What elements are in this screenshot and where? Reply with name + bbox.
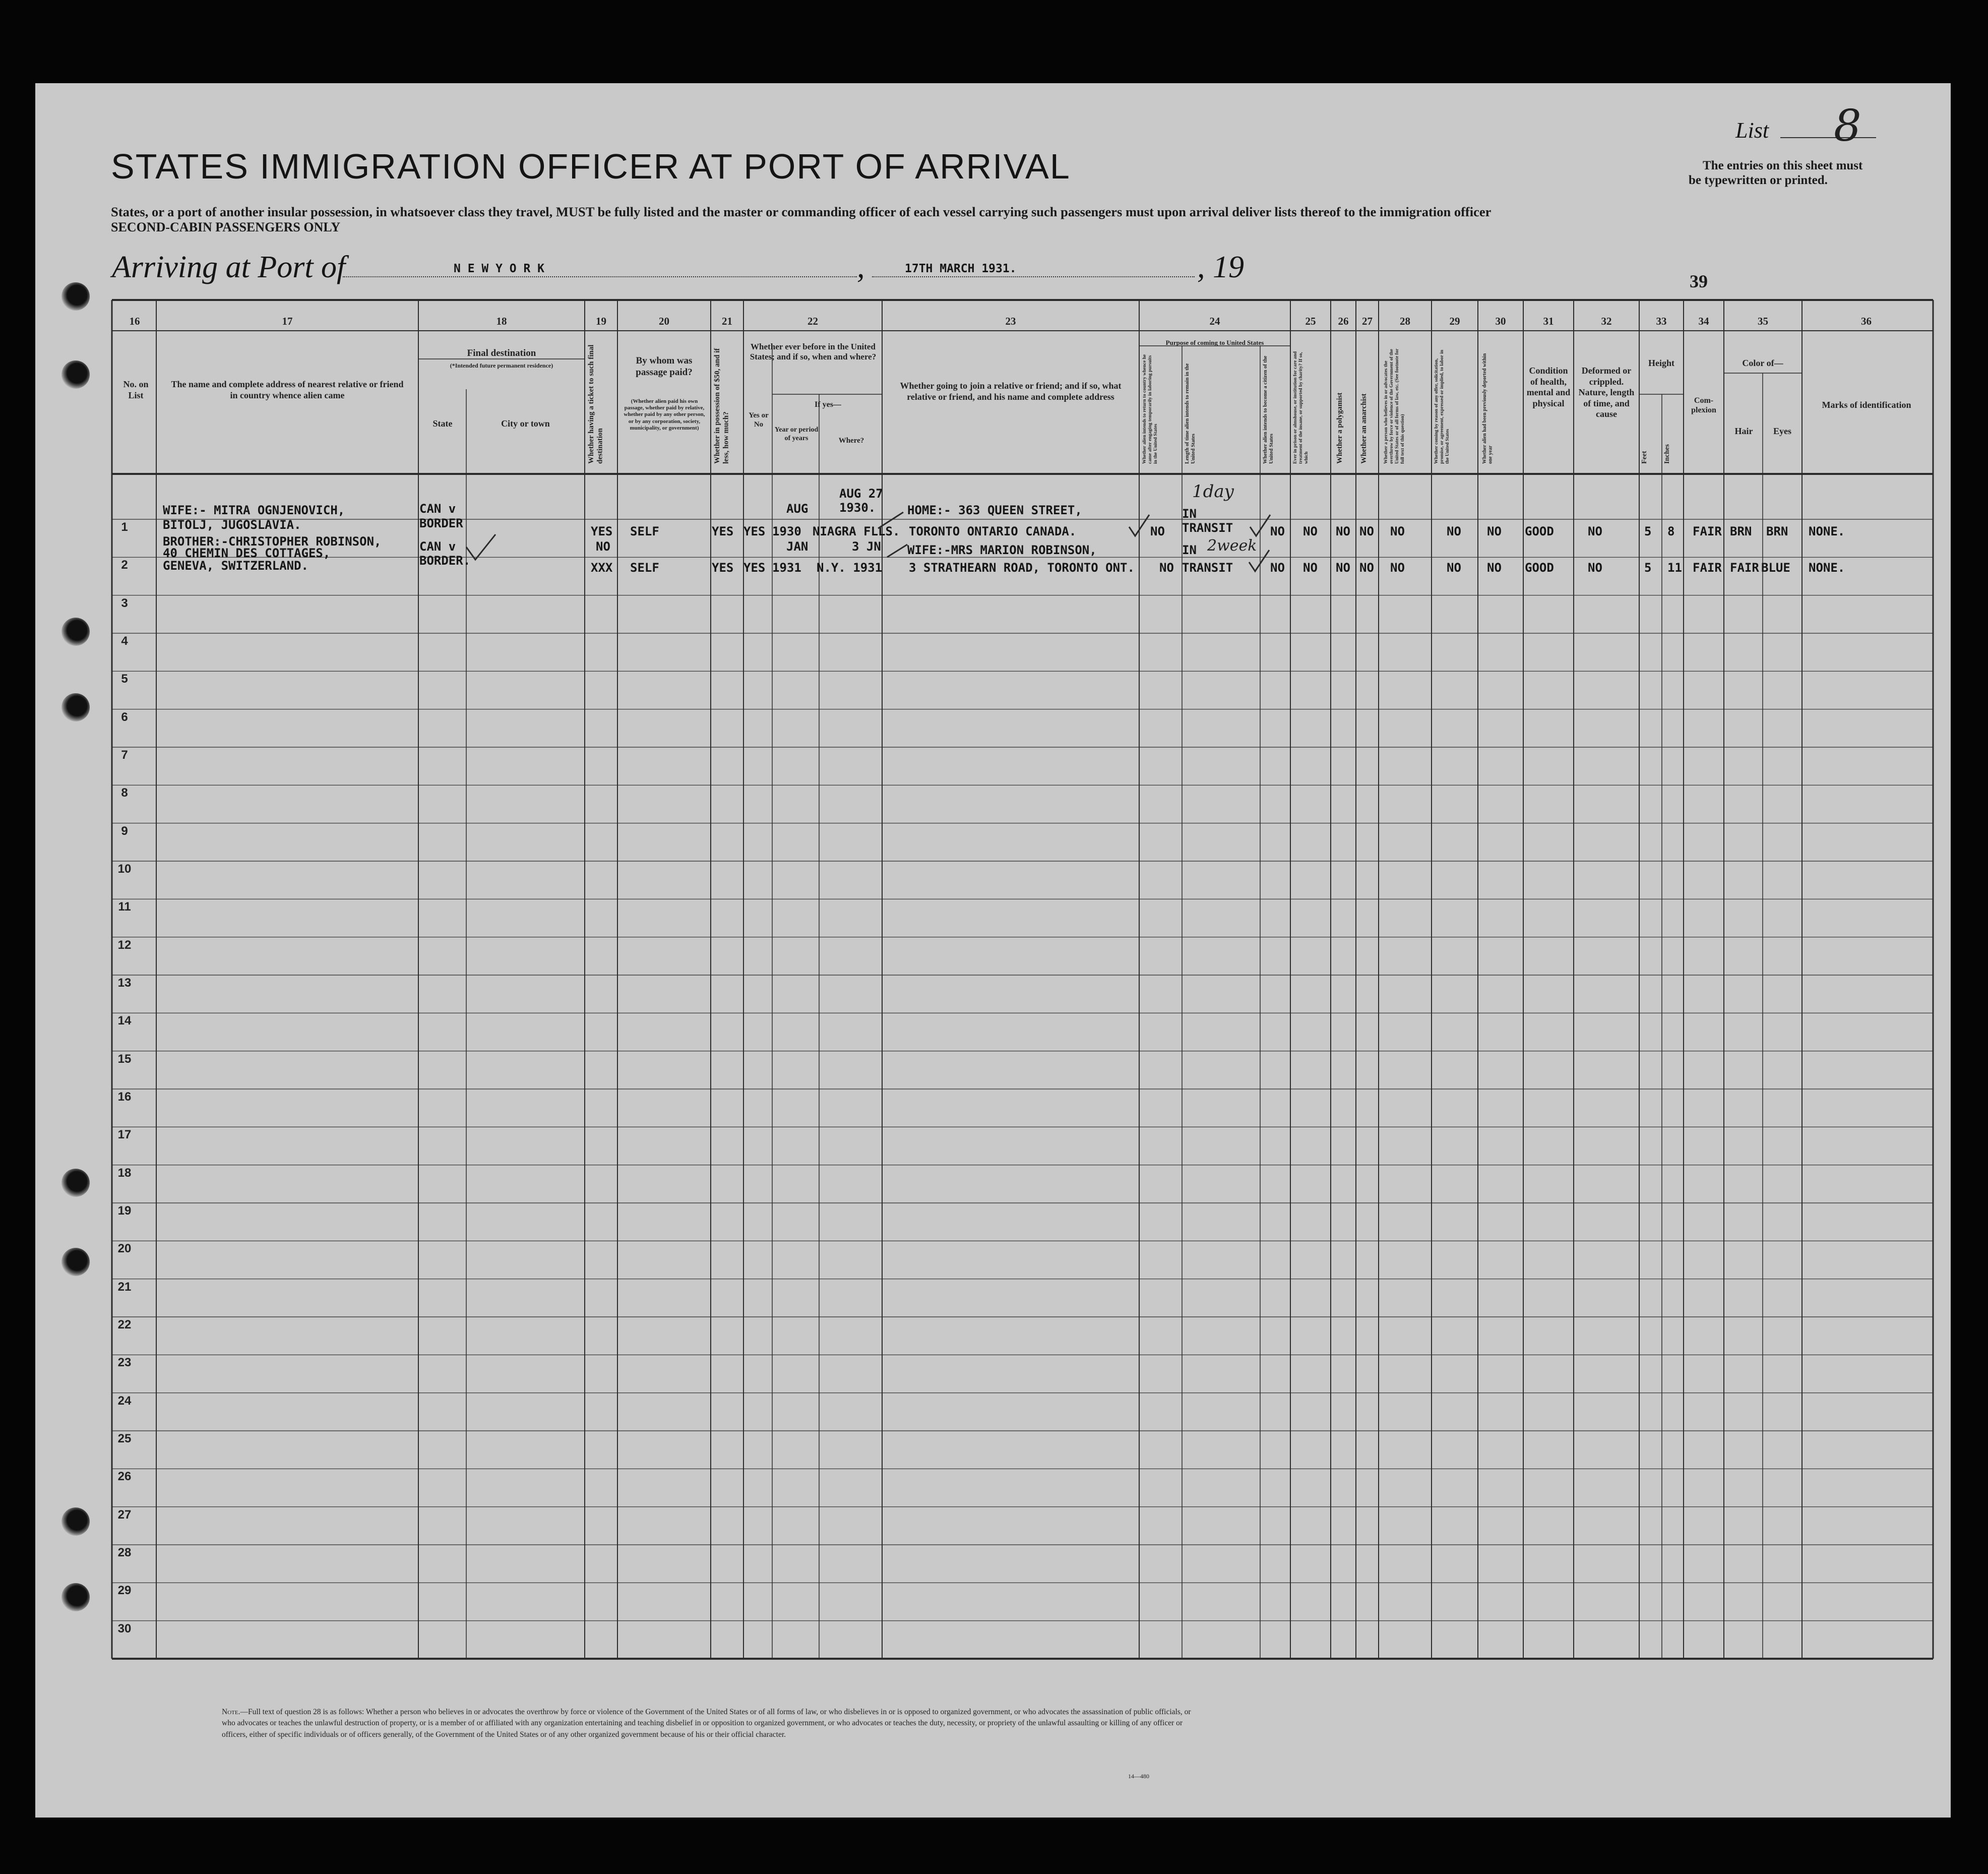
- header-inches: Inches: [1663, 444, 1671, 464]
- row-1-relative-line-2: BITOLJ, JUGOSLAVIA.: [163, 518, 301, 532]
- row-number: 23: [117, 1356, 132, 1370]
- header-deformed: Deformed or crippled. Nature, length of time, and cause: [1578, 366, 1635, 419]
- header-purpose-return: Whether alien intends to return to country whence he came after engaging temporarily in laboring pursuits in the United States: [1142, 354, 1158, 464]
- row-number: 12: [117, 938, 132, 952]
- header-ever-before-if-yes: If yes—: [815, 400, 841, 409]
- row-2-ticket: XXX: [591, 561, 613, 575]
- row-number: 2: [121, 558, 128, 572]
- header-state: State: [432, 418, 453, 429]
- row-number: 26: [117, 1470, 132, 1484]
- row-2-relative-line-3: GENEVA, SWITZERLAND.: [163, 559, 308, 573]
- col-num-21: 21: [722, 315, 732, 327]
- header-eyes: Eyes: [1773, 426, 1791, 436]
- row-2-deported: NO: [1487, 561, 1502, 575]
- row-1-hair: BRN: [1730, 524, 1752, 538]
- row-1-deformed: NO: [1588, 524, 1602, 538]
- row-number: 7: [121, 748, 128, 762]
- row-number: 13: [117, 976, 132, 990]
- header-city: City or town: [501, 418, 550, 429]
- row-number: 5: [121, 672, 128, 686]
- header-hair: Hair: [1734, 426, 1753, 436]
- row-2-year: 1931: [772, 561, 801, 575]
- row-number: 17: [117, 1128, 132, 1142]
- row-2-hair: FAIR: [1730, 561, 1759, 575]
- port-underline: [343, 276, 857, 277]
- col-num-24: 24: [1209, 315, 1220, 327]
- header-ever-before-yes-no: Yes or No: [749, 411, 769, 429]
- col-num-26: 26: [1338, 315, 1349, 327]
- header-final-destination: Final destination: [467, 348, 536, 358]
- row-number: 27: [117, 1507, 132, 1522]
- header-color-of: Color of—: [1742, 358, 1783, 368]
- col-num-18: 18: [496, 315, 507, 327]
- row-1-eyes: BRN: [1766, 524, 1788, 538]
- row-2-complexion: FAIR: [1693, 561, 1722, 575]
- header-polygamist: Whether a polygamist: [1336, 392, 1344, 464]
- header-labor-offer: Whether coming by reason of any offer, solicitation, promise, or agreement, expressed or implied, to labor in the United States: [1434, 349, 1450, 464]
- col-num-28: 28: [1400, 315, 1410, 327]
- punch-hole-5: [61, 1169, 90, 1197]
- row-2-marks: NONE.: [1809, 561, 1845, 575]
- header-nearest-relative: The name and complete address of nearest relative or friend in country whence alien came: [171, 379, 404, 400]
- page-title: STATES IMMIGRATION OFFICER AT PORT OF ARRIVAL: [111, 147, 1071, 186]
- manifest-grid: [35, 83, 1951, 1818]
- row-1-where-line-2: 1930.: [839, 501, 876, 515]
- row-1-anarchist: NO: [1359, 524, 1374, 538]
- row-2-deformed: NO: [1588, 561, 1602, 575]
- header-ever-before-year: Year or period of years: [774, 426, 819, 442]
- row-2-state: CAN v: [419, 539, 456, 554]
- entries-note-line-2: be typewritten or printed.: [1689, 173, 1828, 187]
- row-1-before: YES: [743, 524, 766, 538]
- row-number: 28: [117, 1546, 132, 1559]
- row-1-marks: NONE.: [1809, 524, 1845, 538]
- row-2-overthrow: NO: [1390, 561, 1405, 575]
- row-number: 10: [117, 862, 132, 876]
- row-1-prison: NO: [1303, 524, 1318, 538]
- date-underline: [872, 276, 1195, 277]
- year-prefix: , 19: [1197, 250, 1244, 284]
- row-2-inches: 11: [1667, 561, 1682, 575]
- port-value: N E W Y O R K: [454, 262, 545, 275]
- row-1-length-line-1: IN: [1182, 507, 1197, 521]
- row-1-length-handwritten: 1day: [1192, 481, 1234, 502]
- row-1-length-line-2: TRANSIT: [1182, 521, 1233, 535]
- col-num-22: 22: [807, 315, 818, 327]
- header-ticket: Whether having a ticket to such final destination: [587, 344, 604, 464]
- header-purpose-length: Length of time alien intends to remain in the United States: [1185, 363, 1197, 464]
- col-num-16: 16: [129, 315, 140, 327]
- punch-hole-6: [61, 1248, 90, 1276]
- list-label: List: [1735, 118, 1769, 143]
- col-num-33: 33: [1656, 315, 1667, 327]
- row-1-where-line-1: AUG 27: [839, 487, 883, 501]
- row-2-polygamist: NO: [1336, 561, 1350, 575]
- row-1-feet: 5: [1644, 524, 1652, 538]
- row-2-paid-by: SELF: [630, 561, 659, 575]
- col-num-30: 30: [1495, 315, 1506, 327]
- row-number: 25: [117, 1432, 132, 1445]
- row-2-ticket-handwritten: NO: [596, 539, 610, 554]
- row-1-return: NO: [1150, 524, 1165, 538]
- row-2-citizen: NO: [1270, 561, 1285, 575]
- row-2-relative-line-2: 40 CHEMIN DES COTTAGES,: [163, 546, 331, 560]
- row-1-complexion: FAIR: [1693, 524, 1722, 538]
- footnote-text: —Full text of question 28 is as follows: Whether a person who believes in or advocates the overthrow by force or violence of the Government of the United States or of all forms of law, or who disbelieves in or is opposed to organized government, or who advocates the assassination of public officials, or who advocates or teaches the unlawful destruction of property, or is a member of or affiliated with any organization entertaining and teaching disbelief in or opposition to organized government, or who advocates or teaches the duty, necessity, or propriety of the unlawful assaulting or killing of any officer or officers, either of specific individuals or of officers generally, of the Government of the United States or of any other organized government because of his or their official character.: [222, 1708, 1191, 1739]
- row-number: 6: [121, 710, 128, 724]
- manifest-sheet: [35, 83, 1951, 1818]
- row-number: 18: [117, 1166, 132, 1180]
- entries-note-line-1: The entries on this sheet must: [1703, 159, 1863, 172]
- row-number: 1: [121, 520, 128, 534]
- row-1-where: NIAGRA FLLS.: [813, 524, 900, 538]
- date-value: 17TH MARCH 1931.: [905, 262, 1017, 275]
- header-fifty-dollars: Whether in possession of $50, and if less, how much?: [713, 348, 730, 464]
- row-2-length-line-1: IN: [1182, 543, 1197, 557]
- row-1-state: CAN v: [419, 502, 456, 516]
- footnote-label: Note.: [222, 1708, 240, 1716]
- row-number: 14: [117, 1014, 132, 1028]
- col-num-20: 20: [659, 315, 669, 327]
- row-1-join-line-2: TORONTO ONTARIO CANADA.: [909, 524, 1077, 538]
- row-2-where-line-1: 3 JN: [852, 539, 881, 554]
- row-2-city: BORDER.: [419, 554, 471, 568]
- date-comma: ,: [857, 250, 865, 284]
- header-deported: Whether alien had been previously deported within one year: [1482, 353, 1494, 464]
- row-1-citizen: NO: [1270, 524, 1285, 538]
- row-2-where: N.Y. 1931: [817, 561, 883, 575]
- row-2-year-month: JAN: [786, 539, 809, 554]
- row-2-relative-line-1: BROTHER:-CHRISTOPHER ROBINSON,: [163, 534, 382, 549]
- row-1-polygamist: NO: [1336, 524, 1350, 538]
- row-1-ticket: YES: [591, 524, 613, 538]
- header-ever-before-where: Where?: [838, 437, 864, 445]
- year-prefix-text: 19: [1213, 250, 1244, 284]
- punch-hole-3: [61, 618, 90, 646]
- header-ever-before: Whether ever before in the United States; and if so, when and where?: [750, 342, 877, 362]
- punch-hole-1: [61, 282, 90, 311]
- header-height: Height: [1648, 358, 1674, 368]
- row-number: 3: [121, 596, 128, 610]
- row-2-return: NO: [1159, 561, 1174, 575]
- punch-hole-7: [61, 1507, 90, 1536]
- header-anarchist: Whether an anarchist: [1360, 393, 1368, 464]
- row-2-join-line-1: WIFE:-MRS MARION ROBINSON,: [907, 543, 1097, 557]
- row-number: 8: [121, 786, 128, 800]
- col-num-35: 35: [1758, 315, 1768, 327]
- row-1-fifty: YES: [712, 524, 734, 538]
- arriving-label: Arriving at Port of: [112, 250, 346, 284]
- punch-hole-4: [61, 693, 90, 721]
- row-number: 22: [117, 1318, 132, 1332]
- header-feet: Feet: [1641, 451, 1648, 464]
- page-number: 39: [1690, 271, 1708, 291]
- row-2-offer: NO: [1447, 561, 1461, 575]
- col-num-25: 25: [1305, 315, 1316, 327]
- row-2-eyes: BLUE: [1761, 561, 1790, 575]
- header-passage-paid: By whom was passage paid?: [636, 355, 693, 378]
- row-number: 30: [117, 1621, 132, 1636]
- col-num-19: 19: [596, 315, 606, 327]
- col-num-27: 27: [1362, 315, 1373, 327]
- row-1-health: GOOD: [1525, 524, 1554, 538]
- row-2-health: GOOD: [1525, 561, 1554, 575]
- row-1-city: BORDER: [419, 516, 463, 530]
- col-num-34: 34: [1698, 315, 1709, 327]
- col-num-29: 29: [1449, 315, 1460, 327]
- subtitle-line-2: SECOND-CABIN PASSENGERS ONLY: [111, 220, 341, 234]
- row-1-offer: NO: [1447, 524, 1461, 538]
- row-number: 24: [117, 1394, 132, 1408]
- row-2-length-line-2: TRANSIT: [1182, 561, 1233, 575]
- row-number: 20: [117, 1242, 132, 1256]
- header-prison: Ever in prison or almshouse, or institution for care and treatment of the insane, or supported by charity? If so, which: [1293, 351, 1309, 464]
- col-num-36: 36: [1861, 315, 1872, 327]
- col-num-32: 32: [1601, 315, 1612, 327]
- col-num-31: 31: [1543, 315, 1554, 327]
- row-number: 11: [118, 900, 131, 914]
- list-number: 8: [1834, 101, 1861, 151]
- row-number: 9: [121, 824, 128, 838]
- row-2-before: YES: [743, 561, 766, 575]
- row-2-anarchist: NO: [1359, 561, 1374, 575]
- header-passage-paid-note: (Whether alien paid his own passage, whether paid by relative, whether paid by any other person, or by any corporation, society, municipality, or government): [624, 398, 705, 431]
- row-2-prison: NO: [1303, 561, 1318, 575]
- header-final-destination-note: (*Intended future permanent residence): [450, 362, 553, 369]
- row-number: 15: [117, 1052, 132, 1066]
- header-complexion: Com-plexion: [1691, 396, 1716, 415]
- row-1-year: 1930: [772, 524, 801, 538]
- row-1-paid-by: SELF: [630, 524, 659, 538]
- row-number: 16: [117, 1090, 132, 1104]
- header-marks: Marks of identification: [1822, 400, 1911, 410]
- footnote: [222, 1707, 1195, 1740]
- punch-hole-8: [61, 1583, 90, 1611]
- form-code: 14—480: [1128, 1773, 1149, 1780]
- row-2-length-handwritten: 2week: [1207, 537, 1257, 555]
- row-2-join-line-2: 3 STRATHEARN ROAD, TORONTO ONT.: [909, 561, 1135, 575]
- row-1-deported: NO: [1487, 524, 1502, 538]
- row-2-feet: 5: [1644, 561, 1652, 575]
- row-1-join-line-1: HOME:- 363 QUEEN STREET,: [907, 503, 1082, 517]
- header-purpose: Purpose of coming to United States: [1165, 339, 1264, 346]
- header-list-number: No. on List: [123, 379, 149, 400]
- row-number: 21: [117, 1280, 132, 1294]
- col-num-23: 23: [1005, 315, 1016, 327]
- row-1-year-month: AUG: [786, 502, 809, 516]
- header-overthrow: Whether a person who believes in or advocates the overthrow by force or violence of the Government of the United States or of all forms of law, etc. (See footnote for full text of this question): [1384, 348, 1405, 464]
- col-num-17: 17: [282, 315, 293, 327]
- row-1-overthrow: NO: [1390, 524, 1405, 538]
- row-number: 4: [121, 634, 128, 648]
- row-1-inches: 8: [1667, 524, 1675, 538]
- header-join-relative: Whether going to join a relative or friend; and if so, what relative or friend, and his name and complete address: [900, 381, 1122, 402]
- list-underline: [1780, 137, 1876, 138]
- row-1-relative-line-1: WIFE:- MITRA OGNJENOVICH,: [163, 503, 345, 517]
- header-health: Condition of health, mental and physical: [1526, 366, 1571, 408]
- header-purpose-citizen: Whether alien intends to become a citizen of the United States: [1263, 355, 1275, 464]
- subtitle-line-1: States, or a port of another insular possession, in whatsoever class they travel, MUST be fully listed and the master or commanding officer of each vessel carrying such passengers must upon arrival deliver lists thereof to the immigration officer: [111, 204, 1492, 219]
- row-2-fifty: YES: [712, 561, 734, 575]
- row-number: 19: [117, 1204, 132, 1218]
- punch-hole-2: [61, 360, 90, 389]
- row-number: 29: [117, 1584, 132, 1598]
